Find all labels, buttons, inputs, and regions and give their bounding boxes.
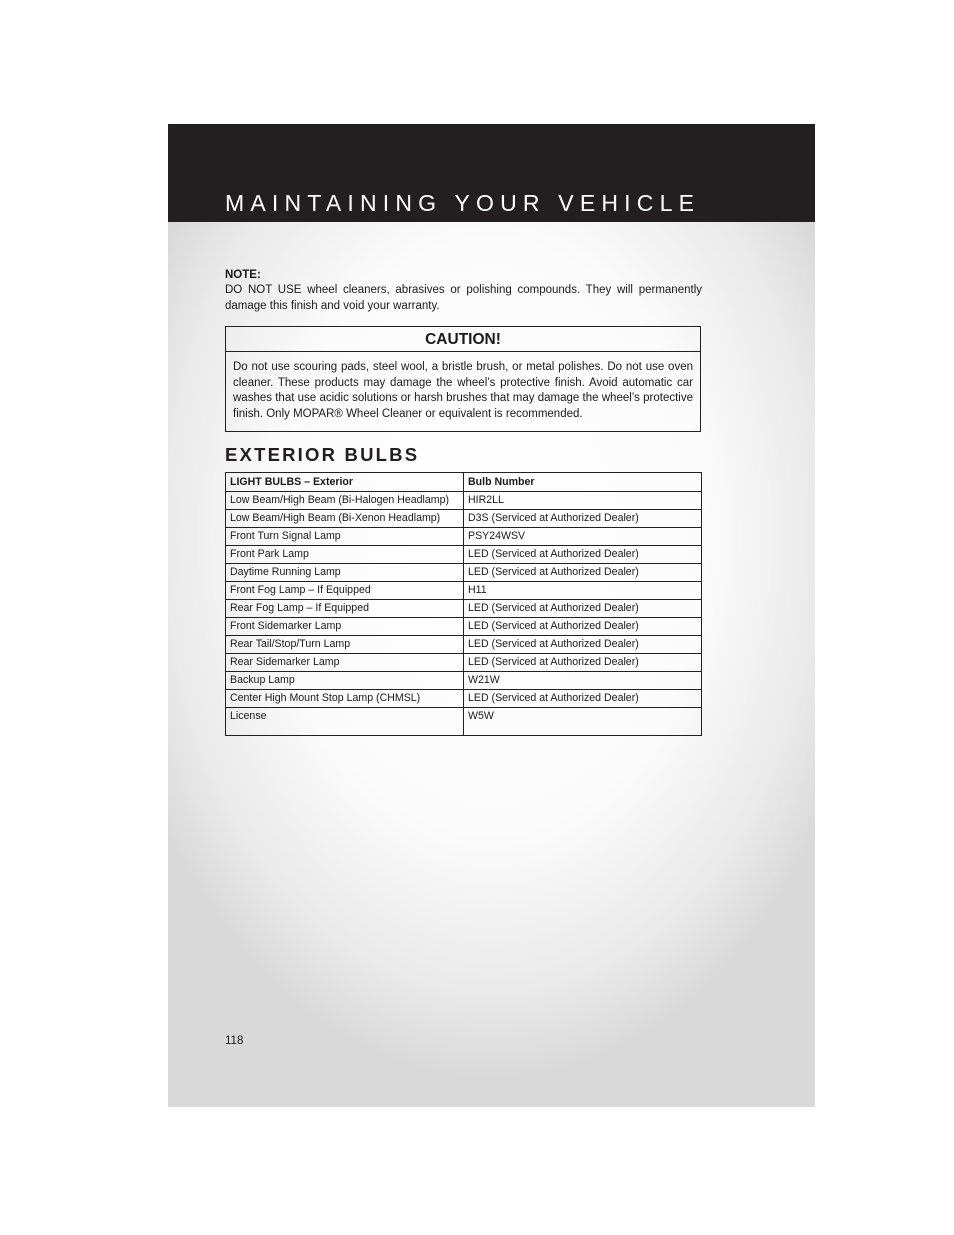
lamp-name: Front Fog Lamp – If Equipped [226, 582, 464, 600]
table-row [226, 600, 702, 618]
table-row [226, 492, 702, 510]
table-row [226, 564, 702, 582]
table-row [226, 654, 702, 672]
lamp-name: Rear Sidemarker Lamp [226, 654, 464, 672]
chapter-title: MAINTAINING YOUR VEHICLE [225, 190, 701, 216]
header-bulb-number: Bulb Number [464, 473, 702, 492]
lamp-name: Backup Lamp [226, 672, 464, 690]
bulb-number: LED (Serviced at Authorized Dealer) [464, 600, 702, 618]
caution-box [225, 326, 701, 432]
page-number: 118 [225, 1035, 244, 1047]
bulb-number: HIR2LL [464, 492, 702, 510]
bulb-number: LED (Serviced at Authorized Dealer) [464, 654, 702, 672]
lamp-name: Low Beam/High Beam (Bi-Halogen Headlamp) [226, 492, 464, 510]
lamp-name: License [226, 708, 464, 736]
bulb-number: W21W [464, 672, 702, 690]
table-row [226, 672, 702, 690]
table-row [226, 690, 702, 708]
bulb-number: LED (Serviced at Authorized Dealer) [464, 564, 702, 582]
bulb-number: LED (Serviced at Authorized Dealer) [464, 618, 702, 636]
manual-page [168, 124, 815, 1107]
lamp-name: Rear Tail/Stop/Turn Lamp [226, 636, 464, 654]
table-header-row [226, 473, 702, 492]
note-label: NOTE: [225, 269, 261, 281]
chapter-header [168, 124, 815, 222]
section-title: EXTERIOR BULBS [225, 444, 420, 465]
table-row [226, 510, 702, 528]
lamp-name: Center High Mount Stop Lamp (CHMSL) [226, 690, 464, 708]
table-row [226, 708, 702, 736]
table-row [226, 582, 702, 600]
exterior-bulbs-table [225, 472, 702, 736]
lamp-name: Front Turn Signal Lamp [226, 528, 464, 546]
header-light-bulbs: LIGHT BULBS – Exterior [226, 473, 464, 492]
lamp-name: Daytime Running Lamp [226, 564, 464, 582]
bulb-number: D3S (Serviced at Authorized Dealer) [464, 510, 702, 528]
bulb-number: LED (Serviced at Authorized Dealer) [464, 636, 702, 654]
bulb-number: PSY24WSV [464, 528, 702, 546]
table-row [226, 546, 702, 564]
table-row [226, 528, 702, 546]
note-text: DO NOT USE wheel cleaners, abrasives or polishing compounds. They will permanently damage this finish and void your warranty. [225, 284, 702, 312]
lamp-name: Front Park Lamp [226, 546, 464, 564]
bulb-number: LED (Serviced at Authorized Dealer) [464, 546, 702, 564]
lamp-name: Low Beam/High Beam (Bi-Xenon Headlamp) [226, 510, 464, 528]
caution-text: Do not use scouring pads, steel wool, a bristle brush, or metal polishes. Do not use oven cleaner. These products may damage the wheel’s protective finish. Avoid automatic car washes that use acidic solutions or harsh brushes that may damage the wheel’s protective finish. Only MOPAR® Wheel Cleaner or equivalent is recommended. [233, 361, 693, 420]
lamp-name: Front Sidemarker Lamp [226, 618, 464, 636]
caution-heading: CAUTION! [226, 327, 700, 352]
bulb-number: H11 [464, 582, 702, 600]
table-row [226, 618, 702, 636]
page-content [225, 268, 702, 736]
bulb-number: LED (Serviced at Authorized Dealer) [464, 690, 702, 708]
lamp-name: Rear Fog Lamp – If Equipped [226, 600, 464, 618]
bulb-number: W5W [464, 708, 702, 736]
table-row [226, 636, 702, 654]
